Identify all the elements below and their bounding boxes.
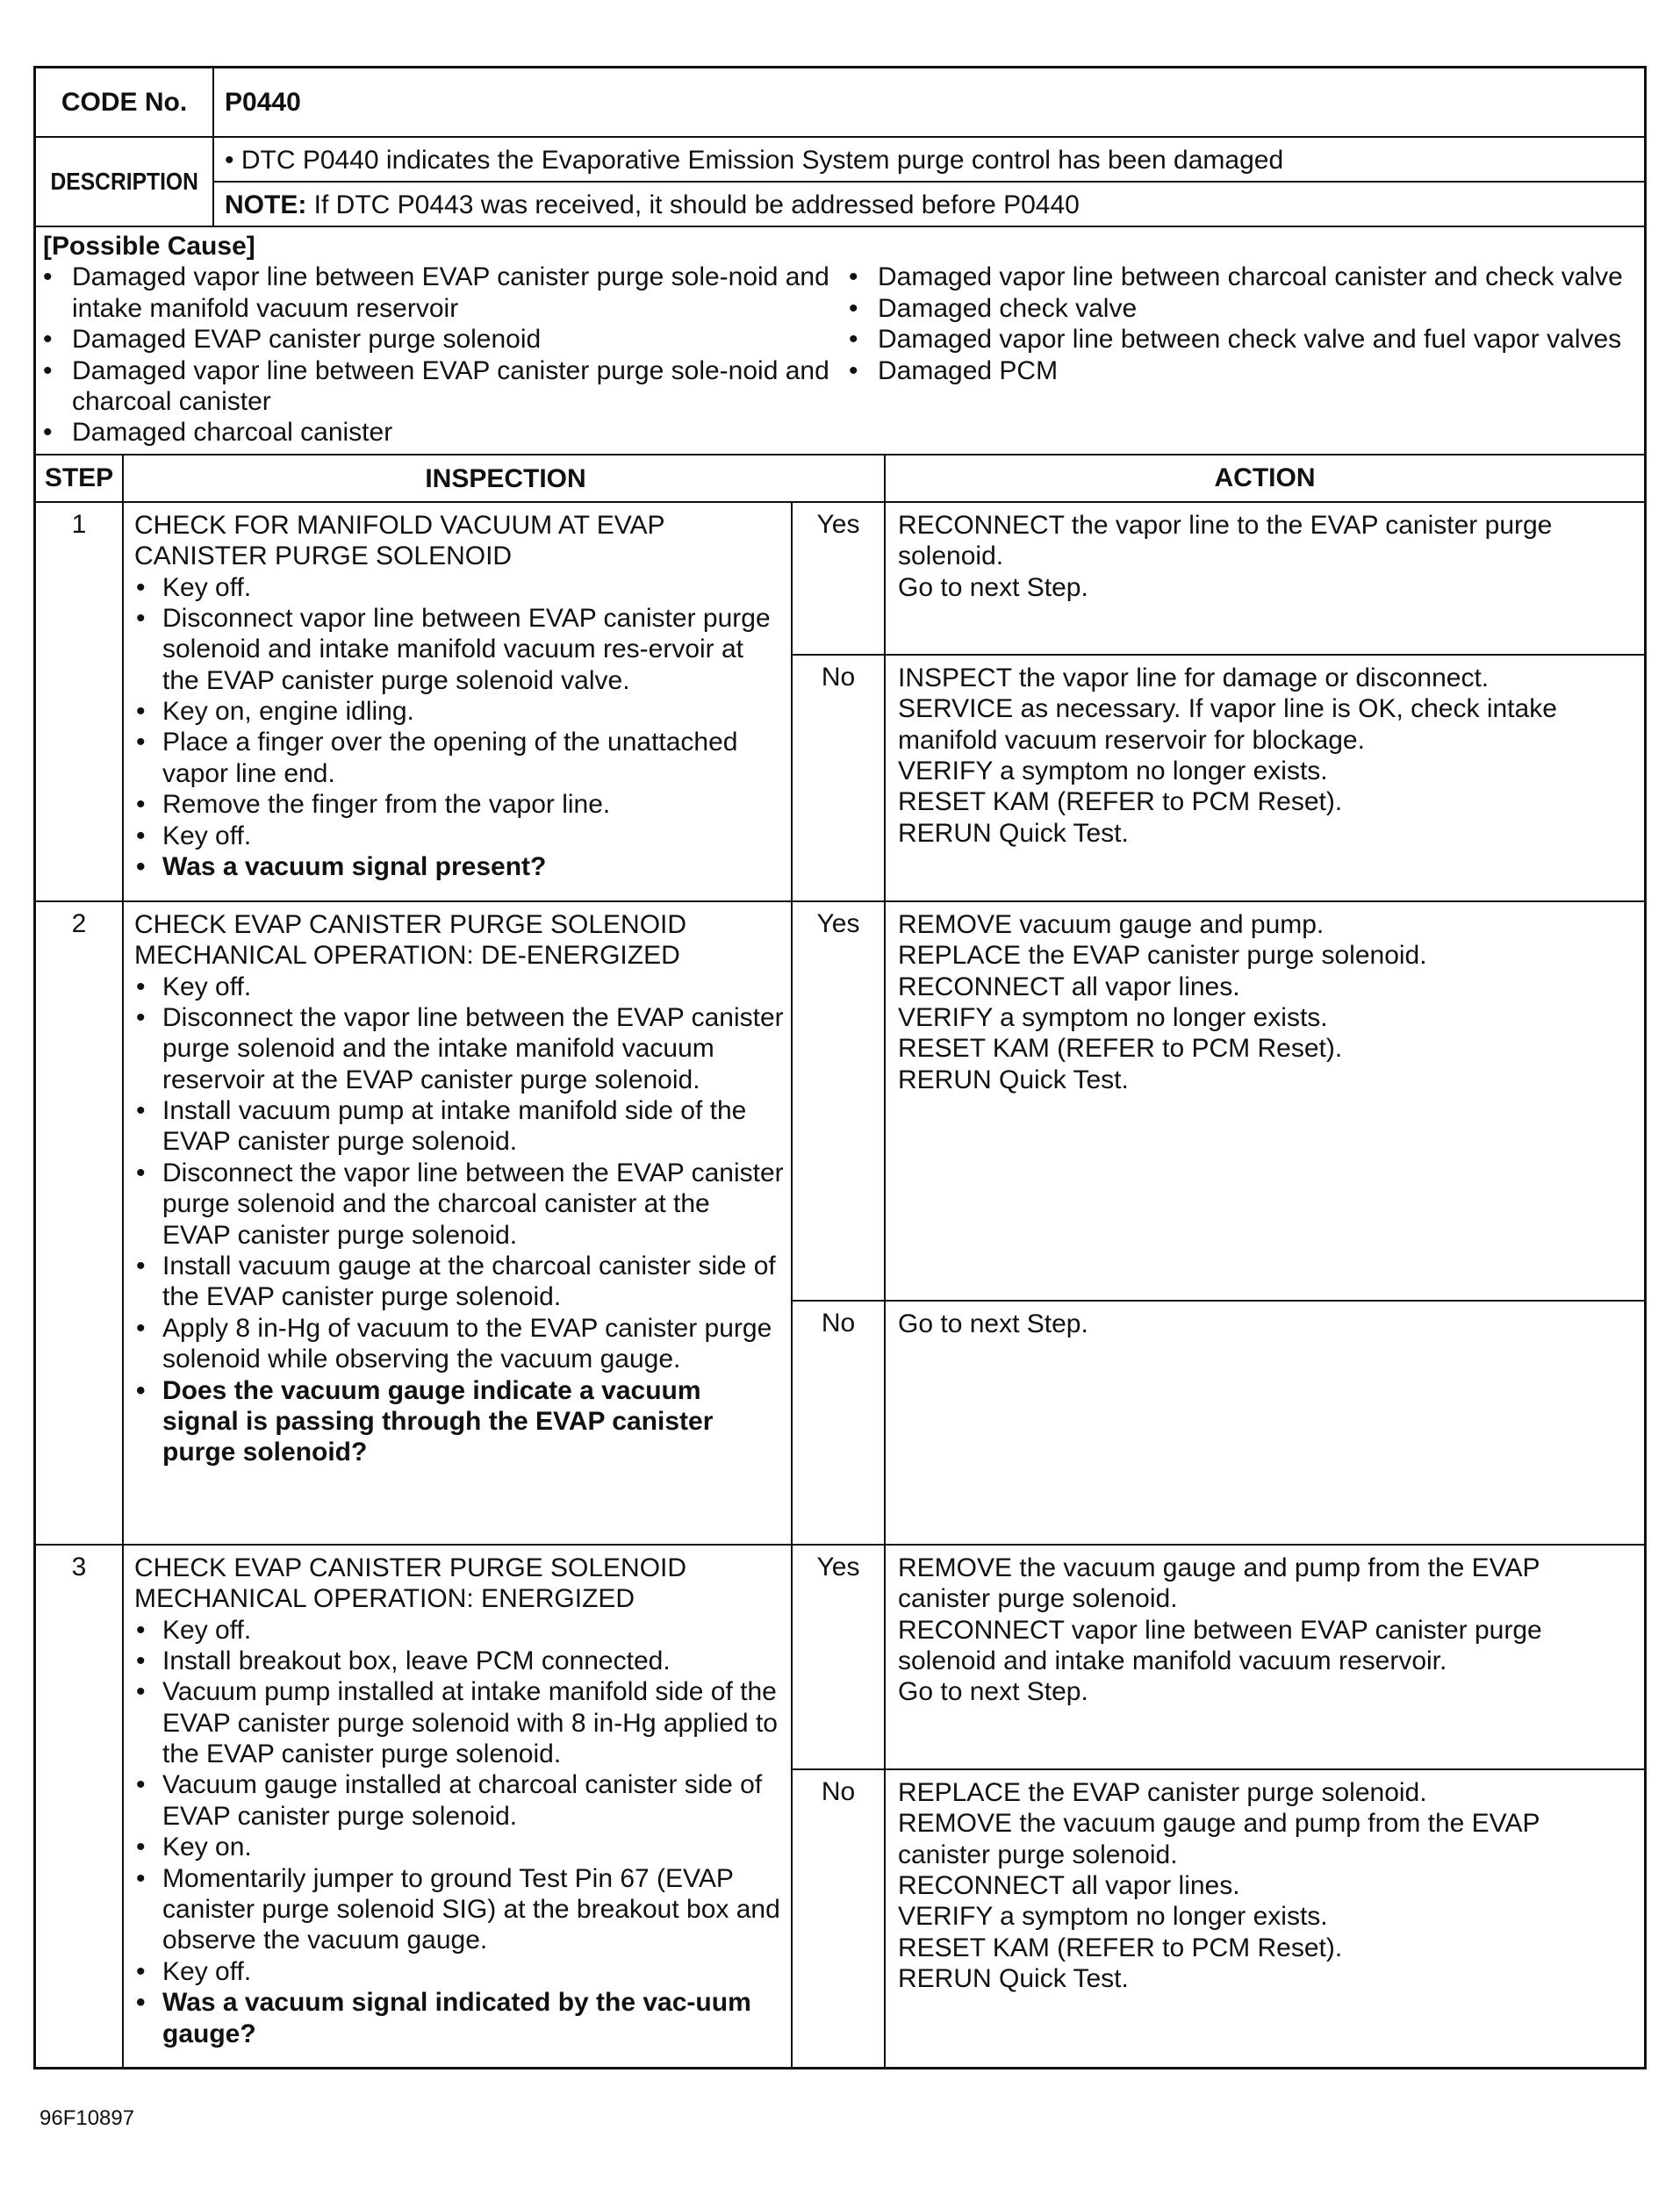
cause-item: • Damaged charcoal canister [43, 418, 393, 448]
list-item: • Vacuum pump installed at intake manifold side of the EVAP canister purge solenoid with 8 in-Hg applied to the EVAP canister purge solenoid. [136, 1677, 778, 1769]
inspection-cell [124, 503, 793, 900]
step-heading: CHECK EVAP CANISTER PURGE SOLENOID MECHANICAL OPERATION: ENERGIZED [134, 1553, 687, 1614]
no-label: No [793, 1770, 886, 2067]
yes-answer [793, 902, 1644, 1302]
step-header: STEP [36, 455, 124, 501]
step-question: • Was a vacuum signal indicated by the vac-uum gauge? [136, 1988, 751, 2048]
step-question: • Does the vacuum gauge indicate a vacuum signal is passing through the EVAP canister purge solenoid? [136, 1375, 714, 1467]
step-row [36, 1546, 1644, 2067]
list-item: • Key off. [136, 1615, 252, 1645]
list-item: • Remove the finger from the vapor line. [136, 790, 611, 820]
note [214, 183, 1644, 226]
step-number: 3 [36, 1546, 124, 2067]
list-item: • Key on, engine idling. [136, 697, 414, 727]
possible-cause-row [36, 227, 1644, 455]
inspection-header: INSPECTION [124, 455, 886, 501]
list-item: • Momentarily jumper to ground Test Pin 67 (EVAP canister purge solenoid SIG) at the breakout box and observe the vacuum gauge. [136, 1863, 780, 1955]
inspection-cell [124, 902, 793, 1544]
code-row [36, 68, 1644, 138]
step-heading: CHECK FOR MANIFOLD VACUUM AT EVAP CANISTER PURGE SOLENOID [134, 510, 664, 571]
code-value: P0440 [225, 87, 301, 117]
step-heading: CHECK EVAP CANISTER PURGE SOLENOID MECHANICAL OPERATION: DE-ENERGIZED [134, 909, 687, 971]
code-label: CODE No. [36, 68, 214, 136]
no-action: Go to next Step. [898, 1309, 1088, 1338]
list-item: • Install vacuum pump at intake manifold side of the EVAP canister purge solenoid. [136, 1096, 747, 1157]
yes-answer [793, 503, 1644, 656]
list-item: • Key off. [136, 1956, 252, 1986]
list-item: • Install vacuum gauge at the charcoal canister side of the EVAP canister purge solenoid. [136, 1252, 776, 1312]
no-answer [793, 1302, 1644, 1544]
yes-label: Yes [793, 1546, 886, 1768]
table-header-row [36, 455, 1644, 503]
yes-label: Yes [793, 902, 886, 1300]
cause-item: • Damaged vapor line between check valve and fuel vapor valves [849, 325, 1622, 355]
description-text: DTC P0440 indicates the Evaporative Emission System purge control has been damaged [241, 146, 1284, 175]
no-action: INSPECT the vapor line for damage or disconnect. SERVICE as necessary. If vapor line is OK, check intake manifold vacuum reservoir for blockage. VERIFY a symptom no longer exists. RESET KAM (REFER to PCM Reset). RERUN Quick Test. [898, 663, 1557, 848]
diagnostic-table [33, 66, 1647, 2069]
cause-list-right [840, 262, 1637, 448]
cause-item: • Damaged EVAP canister purge solenoid [43, 325, 542, 355]
cause-item: • Damaged check valve [849, 293, 1138, 323]
step-number: 1 [36, 503, 124, 900]
list-item: • Key off. [136, 972, 252, 1001]
list-item: • Apply 8 in-Hg of vacuum to the EVAP canister purge solenoid while observing the vacuum gauge. [136, 1313, 772, 1374]
list-item: • Key off. [136, 572, 252, 602]
step-row [36, 902, 1644, 1546]
yes-action: RECONNECT the vapor line to the EVAP canister purge solenoid. Go to next Step. [898, 510, 1553, 602]
action-header: ACTION [1214, 463, 1316, 492]
step-row [36, 503, 1644, 902]
description-row: DESCRIPTION • DTC P0440 indicates the Evaporative Emission System purge control has been damaged NOTE: If DTC P0443 was received, it should be addressed before P0440 [36, 138, 1644, 227]
list-item: • Key on. [136, 1833, 252, 1862]
step-number: 2 [36, 902, 124, 1544]
cause-item: • Damaged vapor line between EVAP canister purge sole-noid and intake manifold vacuum reservoir [43, 262, 829, 323]
cause-list-left [43, 262, 840, 448]
list-item: • Disconnect the vapor line between the EVAP canister purge solenoid and the charcoal canister at the EVAP canister purge solenoid. [136, 1158, 784, 1250]
cause-item: • Damaged PCM [849, 355, 1059, 385]
no-action: REPLACE the EVAP canister purge solenoid. REMOVE the vacuum gauge and pump from the EVAP canister purge solenoid. RECONNECT all vapor lines. VERIFY a symptom no longer exists. RESET KAM (REFER to PCM Reset). RERUN Quick Test. [898, 1777, 1540, 1994]
no-label: No [793, 656, 886, 900]
no-answer [793, 1770, 1644, 2067]
yes-label: Yes [793, 503, 886, 654]
note-text: If DTC P0443 was received, it should be addressed before P0440 [313, 190, 1080, 219]
yes-action: REMOVE the vacuum gauge and pump from the EVAP canister purge solenoid. RECONNECT vapor line between EVAP canister purge solenoid and intake manifold vacuum reservoir. Go to next Step. [898, 1553, 1542, 1707]
cause-item: • Damaged vapor line between EVAP canister purge sole-noid and charcoal canister [43, 355, 829, 416]
cause-item: • Damaged vapor line between charcoal canister and check valve [849, 262, 1623, 292]
note-label: NOTE: [225, 190, 307, 219]
list-item: • Disconnect the vapor line between the EVAP canister purge solenoid and the intake manifold vacuum reservoir at the EVAP canister purge solenoid. [136, 1002, 784, 1094]
list-item: • Disconnect vapor line between EVAP canister purge solenoid and intake manifold vacuum res-ervoir at the EVAP canister purge solenoid valve. [136, 603, 771, 695]
answer-column [793, 503, 1644, 900]
description-label: DESCRIPTION [50, 168, 198, 195]
list-item: • Key off. [136, 821, 252, 850]
figure-id: 96F10897 [39, 2106, 135, 2130]
inspection-cell [124, 1546, 793, 2067]
no-answer [793, 656, 1644, 900]
list-item: • Place a finger over the opening of the unattached vapor line end. [136, 728, 738, 788]
answer-column [793, 1546, 1644, 2067]
possible-cause-title: [Possible Cause] [43, 232, 255, 261]
list-item: • Install breakout box, leave PCM connected. [136, 1646, 671, 1675]
no-label: No [793, 1302, 886, 1544]
yes-answer [793, 1546, 1644, 1770]
possible-cause [36, 227, 1644, 454]
yes-action: REMOVE vacuum gauge and pump. REPLACE the EVAP canister purge solenoid. RECONNECT all vapor lines. VERIFY a symptom no longer exists. RESET KAM (REFER to PCM Reset). RERUN Quick Test. [898, 909, 1427, 1094]
step-question: • Was a vacuum signal present? [136, 852, 547, 882]
list-item: • Vacuum gauge installed at charcoal canister side of EVAP canister purge solenoid. [136, 1770, 763, 1831]
answer-column [793, 902, 1644, 1544]
